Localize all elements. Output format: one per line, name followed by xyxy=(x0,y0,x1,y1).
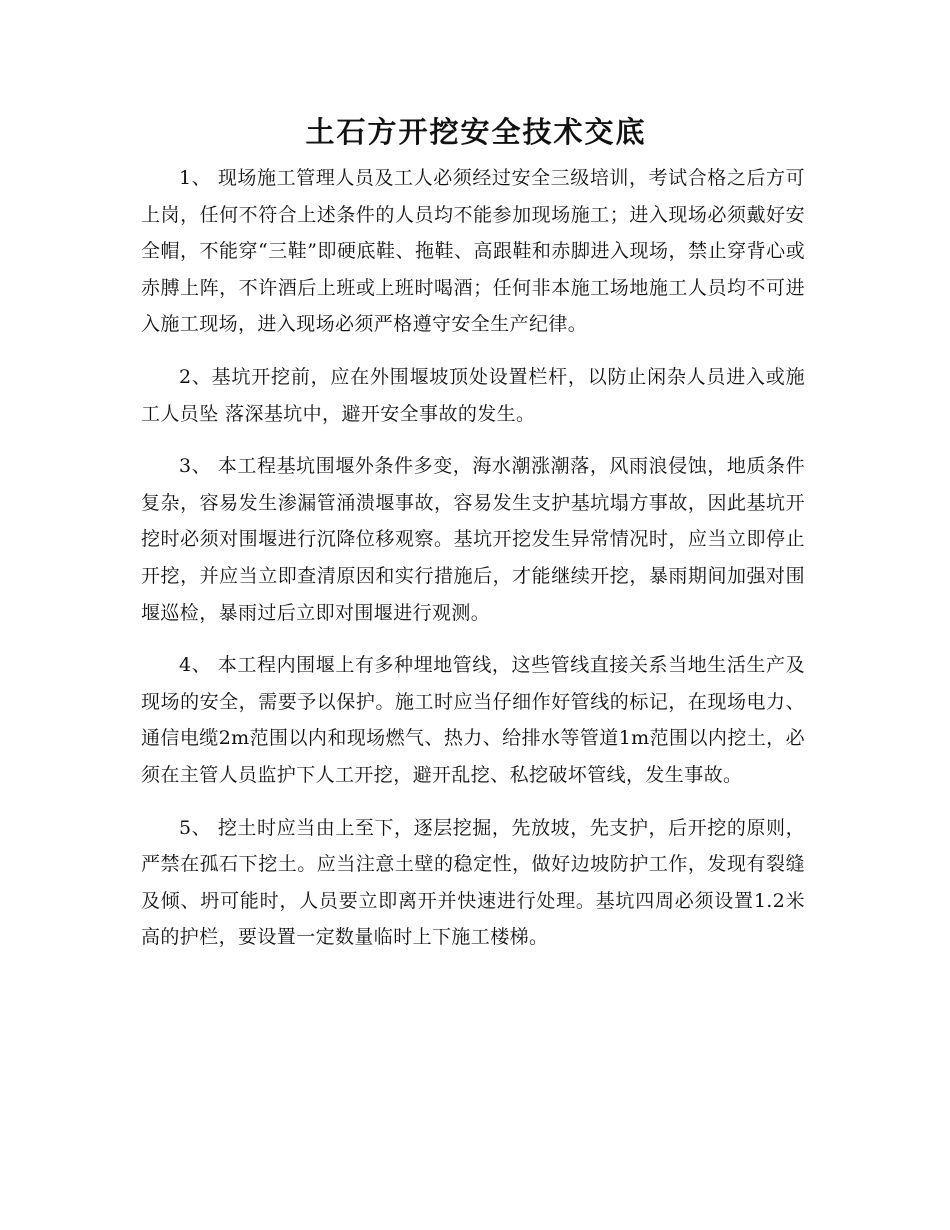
document-page xyxy=(141,110,805,972)
paragraph-3: 3、 本工程基坑围堰外条件多变，海水潮涨潮落，风雨浪侵蚀，地质条件复杂，容易发生渗漏管涌溃堰事故，容易发生支护基坑塌方事故，因此基坑开挖时必须对围堰进行沉降位移观察。基坑开挖发生异常情况时，应当立即停止开挖，并应当立即查清原因和实行措施后，才能继续开挖，暴雨期间加强对围堰巡检，暴雨过后立即对围堰进行观测。 xyxy=(141,455,805,624)
paragraph-2: 2、基坑开挖前，应在外围堰坡顶处设置栏杆，以防止闲杂人员进入或施工人员坠 落深基坑中，避开安全事故的发生。 xyxy=(141,365,805,425)
document-title: 土石方开挖安全技术交底 xyxy=(305,115,647,149)
paragraph-4: 4、 本工程内围堰上有多种埋地管线，这些管线直接关系当地生活生产及现场的安全，需要予以保护。施工时应当仔细作好管线的标记，在现场电力、通信电缆2m范围以内和现场燃气、热力、给排水等管道1m范围以内挖土，必须在主管人员监护下人工开挖，避开乱挖、私挖破坏管线，发生事故。 xyxy=(141,654,805,786)
paragraph-1: 1、 现场施工管理人员及工人必须经过安全三级培训，考试合格之后方可上岗，任何不符合上述条件的人员均不能参加现场施工；进入现场必须戴好安全帽，不能穿“三鞋”即硬底鞋、拖鞋、高跟鞋和赤脚进入现场，禁止穿背心或赤膊上阵，不许酒后上班或上班时喝酒；任何非本施工场地施工人员均不可进入施工现场，进入现场必须严格遵守安全生产纪律。 xyxy=(141,167,805,336)
paragraph-5: 5、 挖土时应当由上至下，逐层挖掘，先放坡，先支护，后开挖的原则，严禁在孤石下挖土。应当注意土壁的稳定性，做好边坡防护工作，发现有裂缝及倾、坍可能时，人员要立即离开并快速进行处理。基坑四周必须设置1.2米高的护栏，要设置一定数量临时上下施工楼梯。 xyxy=(141,816,805,949)
